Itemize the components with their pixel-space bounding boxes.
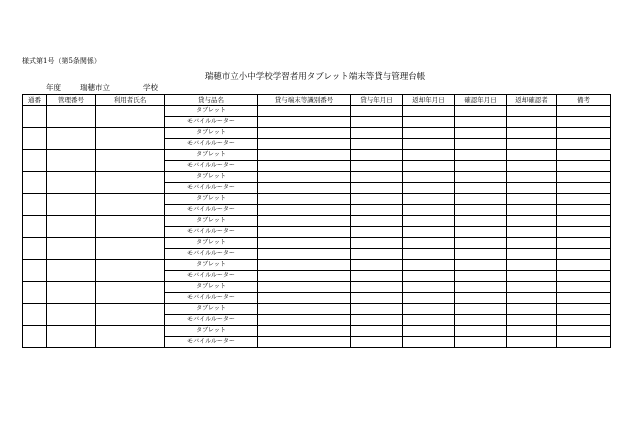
- table-cell: [403, 238, 455, 249]
- table-cell: [351, 216, 403, 227]
- table-cell: [557, 139, 611, 150]
- table-cell: [258, 216, 351, 227]
- table-cell: [403, 260, 455, 271]
- table-cell: [455, 216, 507, 227]
- table-cell: [258, 183, 351, 194]
- table-cell: [403, 293, 455, 304]
- item-tablet-cell: タブレット: [165, 282, 258, 293]
- table-cell: [507, 271, 557, 282]
- table-cell: [403, 315, 455, 326]
- merged-cell: [23, 238, 47, 260]
- table-cell: [507, 249, 557, 260]
- merged-cell: [23, 304, 47, 326]
- merged-cell: [47, 106, 96, 128]
- table-cell: [557, 282, 611, 293]
- table-cell: [557, 117, 611, 128]
- table-cell: [351, 205, 403, 216]
- table-cell: [557, 326, 611, 337]
- table-cell: [403, 194, 455, 205]
- item-tablet-cell: タブレット: [165, 172, 258, 183]
- table-cell: [557, 271, 611, 282]
- table-cell: [507, 315, 557, 326]
- table-cell: [455, 117, 507, 128]
- header-device-id: 貸与端末等識別番号: [258, 95, 351, 106]
- table-cell: [351, 117, 403, 128]
- merged-cell: [47, 282, 96, 304]
- table-cell: [455, 304, 507, 315]
- table-cell: [403, 205, 455, 216]
- table-row: [23, 150, 611, 161]
- table-cell: [403, 106, 455, 117]
- table-cell: [557, 106, 611, 117]
- table-cell: [507, 128, 557, 139]
- merged-cell: [47, 172, 96, 194]
- table-cell: [403, 227, 455, 238]
- table-cell: [403, 161, 455, 172]
- table-cell: [557, 315, 611, 326]
- table-cell: [455, 106, 507, 117]
- table-cell: [403, 249, 455, 260]
- table-cell: [258, 326, 351, 337]
- item-router-cell: モバイルルーター: [165, 227, 258, 238]
- item-router-cell: モバイルルーター: [165, 183, 258, 194]
- item-tablet-cell: タブレット: [165, 260, 258, 271]
- table-cell: [455, 337, 507, 348]
- table-cell: [403, 271, 455, 282]
- table-row: [23, 194, 611, 205]
- header-row: [23, 95, 611, 106]
- table-cell: [507, 260, 557, 271]
- item-router-cell: モバイルルーター: [165, 117, 258, 128]
- table-cell: [403, 326, 455, 337]
- merged-cell: [96, 282, 165, 304]
- merged-cell: [23, 106, 47, 128]
- merged-cell: [96, 194, 165, 216]
- table-cell: [258, 315, 351, 326]
- table-cell: [557, 205, 611, 216]
- table-cell: [507, 227, 557, 238]
- table-cell: [507, 139, 557, 150]
- table-cell: [258, 238, 351, 249]
- table-cell: [557, 161, 611, 172]
- table-cell: [507, 216, 557, 227]
- table-cell: [351, 249, 403, 260]
- table-cell: [507, 337, 557, 348]
- table-cell: [258, 205, 351, 216]
- table-cell: [507, 282, 557, 293]
- table-cell: [455, 194, 507, 205]
- table-cell: [455, 315, 507, 326]
- table-row: [23, 216, 611, 227]
- table-cell: [351, 227, 403, 238]
- item-router-cell: モバイルルーター: [165, 315, 258, 326]
- table-cell: [455, 128, 507, 139]
- table-cell: [403, 216, 455, 227]
- table-cell: [507, 326, 557, 337]
- table-cell: [403, 282, 455, 293]
- table-cell: [455, 271, 507, 282]
- item-router-cell: モバイルルーター: [165, 271, 258, 282]
- item-tablet-cell: タブレット: [165, 304, 258, 315]
- table-cell: [557, 249, 611, 260]
- table-cell: [557, 194, 611, 205]
- table-cell: [507, 150, 557, 161]
- table-row: [23, 260, 611, 271]
- merged-cell: [23, 326, 47, 348]
- merged-cell: [23, 172, 47, 194]
- item-tablet-cell: タブレット: [165, 238, 258, 249]
- table-cell: [455, 326, 507, 337]
- merged-cell: [47, 304, 96, 326]
- form-number: 様式第1号（第5条関係）: [22, 57, 101, 65]
- year-label: 年度: [46, 83, 61, 92]
- table-cell: [351, 172, 403, 183]
- table-cell: [403, 139, 455, 150]
- table-cell: [455, 139, 507, 150]
- item-tablet-cell: タブレット: [165, 128, 258, 139]
- merged-cell: [23, 260, 47, 282]
- table-cell: [403, 304, 455, 315]
- table-cell: [507, 304, 557, 315]
- table-cell: [507, 205, 557, 216]
- merged-cell: [96, 260, 165, 282]
- merged-cell: [47, 260, 96, 282]
- table-row: [23, 172, 611, 183]
- header-management-no: 管理番号: [47, 95, 96, 106]
- merged-cell: [47, 216, 96, 238]
- table-cell: [351, 315, 403, 326]
- table-cell: [557, 216, 611, 227]
- merged-cell: [47, 150, 96, 172]
- table-cell: [351, 304, 403, 315]
- item-tablet-cell: タブレット: [165, 216, 258, 227]
- item-router-cell: モバイルルーター: [165, 249, 258, 260]
- header-user-name: 利用者氏名: [96, 95, 165, 106]
- school-label: 学校: [143, 83, 158, 92]
- table-cell: [403, 117, 455, 128]
- item-tablet-cell: タブレット: [165, 106, 258, 117]
- table-cell: [351, 238, 403, 249]
- header-return-checker: 返却確認者: [507, 95, 557, 106]
- table-row: [23, 106, 611, 117]
- item-router-cell: モバイルルーター: [165, 337, 258, 348]
- table-cell: [507, 106, 557, 117]
- table-cell: [403, 172, 455, 183]
- table-cell: [258, 337, 351, 348]
- table-cell: [351, 183, 403, 194]
- merged-cell: [96, 326, 165, 348]
- table-cell: [351, 282, 403, 293]
- table-row: [23, 238, 611, 249]
- table-cell: [258, 172, 351, 183]
- table-cell: [557, 238, 611, 249]
- table-cell: [455, 227, 507, 238]
- lending-ledger-table: [22, 94, 611, 348]
- merged-cell: [96, 304, 165, 326]
- merged-cell: [47, 238, 96, 260]
- table-cell: [507, 183, 557, 194]
- table-cell: [557, 128, 611, 139]
- merged-cell: [23, 194, 47, 216]
- table-cell: [258, 304, 351, 315]
- table-cell: [507, 293, 557, 304]
- item-router-cell: モバイルルーター: [165, 161, 258, 172]
- merged-cell: [47, 326, 96, 348]
- table-cell: [455, 183, 507, 194]
- table-cell: [455, 150, 507, 161]
- table-cell: [258, 227, 351, 238]
- item-tablet-cell: タブレット: [165, 326, 258, 337]
- table-cell: [455, 260, 507, 271]
- header-lend-date: 貸与年月日: [351, 95, 403, 106]
- table-cell: [258, 249, 351, 260]
- table-cell: [258, 150, 351, 161]
- item-tablet-cell: タブレット: [165, 194, 258, 205]
- table-cell: [455, 238, 507, 249]
- table-cell: [351, 271, 403, 282]
- merged-cell: [96, 106, 165, 128]
- item-tablet-cell: タブレット: [165, 150, 258, 161]
- merged-cell: [47, 194, 96, 216]
- merged-cell: [23, 150, 47, 172]
- item-router-cell: モバイルルーター: [165, 139, 258, 150]
- table-cell: [507, 161, 557, 172]
- table-cell: [507, 117, 557, 128]
- merged-cell: [96, 238, 165, 260]
- table-cell: [258, 139, 351, 150]
- table-cell: [557, 150, 611, 161]
- table-cell: [455, 161, 507, 172]
- city-label: 瑞穂市立: [80, 83, 110, 92]
- table-row: [23, 304, 611, 315]
- table-row: [23, 282, 611, 293]
- table-cell: [557, 293, 611, 304]
- merged-cell: [47, 128, 96, 150]
- table-cell: [258, 282, 351, 293]
- table-cell: [557, 172, 611, 183]
- table-cell: [351, 106, 403, 117]
- header-remarks: 備考: [557, 95, 611, 106]
- header-serial-no: 通番: [23, 95, 47, 106]
- table-cell: [351, 293, 403, 304]
- table-cell: [403, 128, 455, 139]
- merged-cell: [23, 128, 47, 150]
- table-cell: [507, 238, 557, 249]
- table-cell: [557, 183, 611, 194]
- table-cell: [258, 194, 351, 205]
- table-cell: [403, 337, 455, 348]
- table-cell: [258, 161, 351, 172]
- table-cell: [351, 337, 403, 348]
- merged-cell: [96, 172, 165, 194]
- table-cell: [258, 293, 351, 304]
- table-cell: [258, 106, 351, 117]
- table-cell: [351, 150, 403, 161]
- table-cell: [455, 293, 507, 304]
- table-cell: [403, 150, 455, 161]
- table-cell: [557, 304, 611, 315]
- table-cell: [455, 249, 507, 260]
- table-row: [23, 128, 611, 139]
- item-router-cell: モバイルルーター: [165, 205, 258, 216]
- table-cell: [403, 183, 455, 194]
- table-cell: [351, 128, 403, 139]
- table-cell: [455, 205, 507, 216]
- merged-cell: [96, 128, 165, 150]
- merged-cell: [96, 216, 165, 238]
- table-cell: [258, 128, 351, 139]
- table-cell: [258, 260, 351, 271]
- header-item-name: 貸与品名: [165, 95, 258, 106]
- header-return-date: 返却年月日: [403, 95, 455, 106]
- table-cell: [557, 227, 611, 238]
- table-cell: [258, 117, 351, 128]
- header-check-date: 確認年月日: [455, 95, 507, 106]
- table-cell: [351, 194, 403, 205]
- table-cell: [351, 260, 403, 271]
- merged-cell: [23, 282, 47, 304]
- item-router-cell: モバイルルーター: [165, 293, 258, 304]
- table-cell: [557, 260, 611, 271]
- table-cell: [455, 172, 507, 183]
- table-cell: [351, 161, 403, 172]
- merged-cell: [23, 216, 47, 238]
- table-cell: [455, 282, 507, 293]
- table-row: [23, 326, 611, 337]
- table-cell: [351, 139, 403, 150]
- table-cell: [557, 337, 611, 348]
- table-cell: [351, 326, 403, 337]
- table-cell: [507, 194, 557, 205]
- document-title: 瑞穂市立小中学校学習者用タブレット端末等貸与管理台帳: [204, 72, 426, 82]
- merged-cell: [96, 150, 165, 172]
- ledger-body: [23, 106, 611, 348]
- table-cell: [507, 172, 557, 183]
- table-cell: [258, 271, 351, 282]
